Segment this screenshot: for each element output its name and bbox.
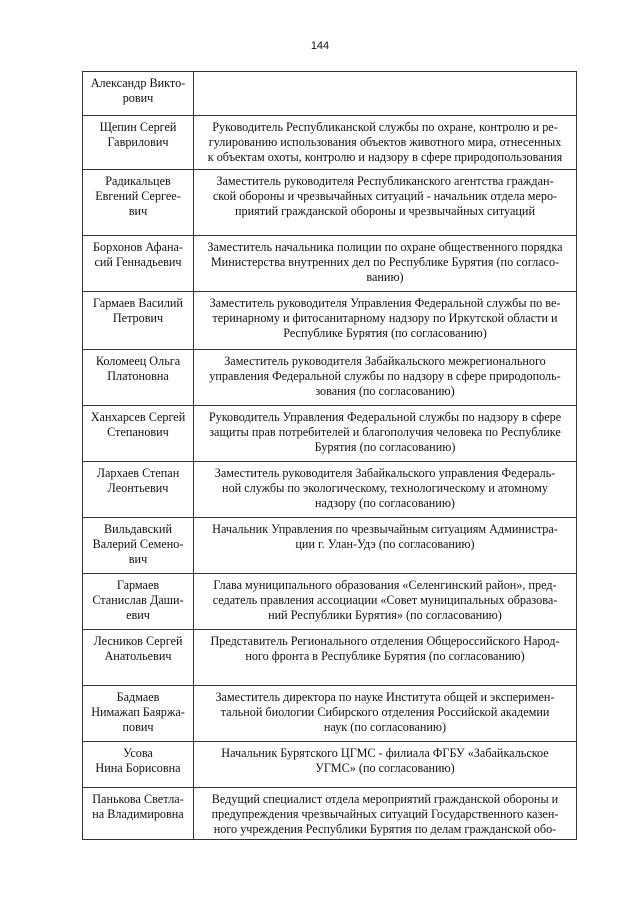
member-role-cell xyxy=(194,350,577,406)
member-name-cell xyxy=(83,630,194,686)
member-name-line: вич xyxy=(128,552,148,567)
member-role-line: ного учреждения Республики Бурятия по делам гражданской обо- xyxy=(213,822,557,837)
member-role-line: Заместитель руководителя Управления Федеральной службы по ве- xyxy=(209,296,561,310)
member-name-line: Леонтьевич xyxy=(107,481,169,496)
page-number: 144 xyxy=(310,40,330,52)
member-name-line: Ханхарсев Сергей xyxy=(90,410,186,424)
member-name-line: Гармаев Василий xyxy=(93,296,183,310)
member-name-line: Валерий Семено- xyxy=(92,537,184,552)
member-name-cell xyxy=(83,742,194,788)
member-role-line: управления Федеральной службы по надзору в сфере природополь- xyxy=(209,369,561,384)
member-role-cell xyxy=(194,462,577,518)
member-name-line: Платоновна xyxy=(107,369,169,384)
member-row xyxy=(83,406,577,462)
member-role-line: Ведущий специалист отдела мероприятий гражданской обороны и xyxy=(211,792,559,806)
member-role-cell xyxy=(194,292,577,350)
member-role-line: надзору (по согласованию) xyxy=(314,496,455,511)
member-row xyxy=(83,686,577,742)
member-name-line: Борхонов Афана- xyxy=(93,240,183,254)
member-role-line: УГМС» (по согласованию) xyxy=(315,761,455,776)
member-name-line: сий Геннадьевич xyxy=(94,255,182,270)
member-name-line: Щепин Сергей xyxy=(99,120,177,134)
member-row xyxy=(83,170,577,236)
members-table-body xyxy=(83,72,577,840)
member-name-cell xyxy=(83,406,194,462)
member-role-line: Заместитель руководителя Забайкальского межрегионального xyxy=(224,354,546,368)
member-role-line: Заместитель директора по науке Института общей и эксперимен- xyxy=(215,690,555,704)
member-role-line: Республике Бурятия (по согласованию) xyxy=(283,326,487,341)
member-row xyxy=(83,742,577,788)
member-name-line: Нина Борисовна xyxy=(95,761,181,776)
member-role-line: ной службы по экологическому, технологическому и атомному xyxy=(222,481,548,496)
member-role-line: зования (по согласованию) xyxy=(315,384,455,399)
member-row xyxy=(83,462,577,518)
member-row xyxy=(83,72,577,116)
members-table xyxy=(82,71,577,840)
member-role-cell xyxy=(194,686,577,742)
member-name-cell xyxy=(83,170,194,236)
member-name-line: Вильдавский xyxy=(104,522,172,536)
member-row xyxy=(83,630,577,686)
member-role-cell xyxy=(194,170,577,236)
member-role-line: ний Республики Бурятия» (по согласованию) xyxy=(268,608,502,623)
member-role-line: Бурятия (по согласованию) xyxy=(314,440,456,455)
member-role-line: Заместитель руководителя Республиканского агентства граждан- xyxy=(216,174,554,188)
member-name-cell xyxy=(83,292,194,350)
member-row xyxy=(83,788,577,840)
member-role-cell xyxy=(194,116,577,170)
member-name-cell xyxy=(83,116,194,170)
member-role-line: к объектам охоты, контролю и надзору в сфере природопользования xyxy=(207,150,563,165)
member-role-line: тальной биологии Сибирского отделения Российской академии xyxy=(220,705,550,720)
member-name-line: Гармаев xyxy=(116,578,160,592)
member-name-line: Радикальцев xyxy=(105,174,171,188)
member-name-line: Анатольевич xyxy=(104,649,172,664)
member-name-line: Гаврилович xyxy=(107,135,169,150)
member-name-line: вич xyxy=(128,204,148,219)
member-role-cell xyxy=(194,72,577,116)
member-role-cell xyxy=(194,236,577,292)
member-role-line: ного фронта в Республике Бурятия (по согласованию) xyxy=(245,649,525,664)
member-role-line: ской обороны и чрезвычайных ситуаций - начальник отдела меро- xyxy=(212,189,558,204)
member-role-cell xyxy=(194,788,577,840)
member-role-line: Министерства внутренних дел по Республике Бурятия (по согласо- xyxy=(210,255,560,270)
member-role-line: Начальник Управления по чрезвычайным ситуациям Администра- xyxy=(212,522,558,536)
member-name-line: Нимажап Баяржа- xyxy=(91,705,185,720)
member-name-line: на Владимировна xyxy=(92,807,184,822)
member-role-cell xyxy=(194,406,577,462)
member-name-cell xyxy=(83,350,194,406)
member-name-line: пович xyxy=(122,720,154,735)
member-name-line: Усова xyxy=(123,746,153,760)
member-name-cell xyxy=(83,518,194,574)
member-name-line: рович xyxy=(122,91,154,106)
member-role-line: Представитель Регионального отделения Общероссийского Народ- xyxy=(210,634,560,648)
member-role-line: теринарному и фитосанитарному надзору по Иркутской области и xyxy=(212,311,558,326)
member-role-line: Начальник Бурятского ЦГМС - филиала ФГБУ «Забайкальское xyxy=(221,746,549,760)
member-name-line: Бадмаев xyxy=(116,690,160,704)
member-name-cell xyxy=(83,72,194,116)
member-role-cell xyxy=(194,630,577,686)
member-row xyxy=(83,236,577,292)
member-name-line: Петрович xyxy=(112,311,164,326)
member-name-line: Степанович xyxy=(107,425,169,440)
member-role-line: наук (по согласованию) xyxy=(323,720,447,735)
member-name-line: Евгений Сергее- xyxy=(95,189,181,204)
member-row xyxy=(83,518,577,574)
member-row xyxy=(83,574,577,630)
member-role-line: Глава муниципального образования «Селенгинский район», пред- xyxy=(213,578,557,592)
member-name-line: Лархаев Степан xyxy=(96,466,180,480)
member-row xyxy=(83,350,577,406)
member-name-cell xyxy=(83,462,194,518)
member-name-line: евич xyxy=(126,608,150,623)
member-role-line: ции г. Улан-Удэ (по согласованию) xyxy=(295,537,475,552)
member-role-cell xyxy=(194,518,577,574)
member-name-line: Александр Викто- xyxy=(90,76,186,90)
member-name-line: Станислав Даши- xyxy=(92,593,184,608)
member-name-cell xyxy=(83,788,194,840)
member-name-line: Коломеец Ольга xyxy=(95,354,181,368)
member-name-cell xyxy=(83,574,194,630)
member-role-line: защиты прав потребителей и благополучия человека по Республике xyxy=(209,425,561,440)
member-role-line: гулированию использования объектов животного мира, отнесенных xyxy=(208,135,562,150)
member-name-cell xyxy=(83,686,194,742)
member-name-cell xyxy=(83,236,194,292)
member-role-line: Заместитель руководителя Забайкальского управления Федераль- xyxy=(214,466,556,480)
member-role-line: Заместитель начальника полиции по охране общественного порядка xyxy=(207,240,563,254)
member-role-line: Руководитель Управления Федеральной службы по надзору в сфере xyxy=(208,410,562,424)
member-role-line: седатель правления ассоциации «Совет муниципальных образова- xyxy=(212,593,558,608)
member-name-line: Панькова Светла- xyxy=(92,792,184,806)
member-role-cell xyxy=(194,574,577,630)
member-role-line: приятий гражданской обороны и чрезвычайных ситуаций xyxy=(235,204,535,219)
member-role-line: предупреждения чрезвычайных ситуаций Государственного казен- xyxy=(211,807,559,822)
member-role-line: ванию) xyxy=(366,270,404,285)
member-role-cell xyxy=(194,742,577,788)
member-row xyxy=(83,292,577,350)
member-role-line: Руководитель Республиканской службы по охране, контролю и ре- xyxy=(212,120,558,134)
member-name-line: Лесников Сергей xyxy=(93,634,183,648)
member-row xyxy=(83,116,577,170)
